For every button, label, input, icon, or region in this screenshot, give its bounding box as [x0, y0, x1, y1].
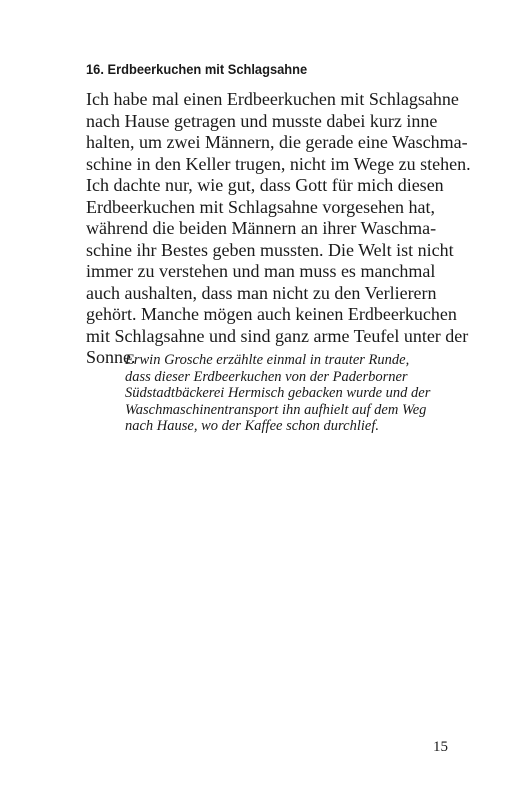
paragraph-line: schine in den Keller trugen, nicht im Wege zu stehen. — [86, 153, 471, 174]
paragraph-line: halten, um zwei Männern, die gerade eine Waschma- — [86, 132, 468, 152]
paragraph-line: immer zu verstehen und man muss es manchmal — [86, 261, 436, 281]
paragraph-line: Ich habe mal einen Erdbeerkuchen mit Schlagsahne — [86, 89, 459, 109]
paragraph-line: nach Hause getragen und musste dabei kurz inne — [86, 110, 438, 131]
paragraph-line: gehört. Manche mögen auch keinen Erdbeerkuchen — [86, 304, 457, 324]
story-paragraph — [86, 89, 471, 369]
paragraph-line: schine ihr Bestes geben mussten. Die Welt ist nicht — [86, 239, 454, 260]
paragraph-line: Erdbeerkuchen mit Schlagsahne vorgesehen hat, — [86, 196, 436, 217]
note-line: Erwin Grosche erzählte einmal in trauter Runde, — [125, 352, 410, 368]
note-line: Waschmaschinentransport ihn aufhielt auf dem Weg — [125, 401, 427, 418]
paragraph-line: Ich dachte nur, wie gut, dass Gott für mich diesen — [86, 175, 444, 195]
author-note — [125, 352, 445, 435]
paragraph-line: mit Schlagsahne und sind ganz arme Teufel unter der — [86, 325, 469, 346]
chapter-title: 16. Erdbeerkuchen mit Schlagsahne — [86, 61, 308, 77]
note-line: Südstadtbäckerei Hermisch gebacken wurde und der — [125, 385, 431, 401]
note-line: nach Hause, wo der Kaffee schon durchlief. — [125, 418, 379, 434]
note-line: dass dieser Erdbeerkuchen von der Paderborner — [125, 368, 408, 385]
paragraph-line: Sonne. — [86, 347, 136, 367]
paragraph-line: während die beiden Männern an ihrer Waschma- — [86, 218, 437, 238]
paragraph-line: auch aushalten, dass man nicht zu den Verlierern — [86, 282, 437, 303]
page-number: 15 — [433, 739, 448, 755]
